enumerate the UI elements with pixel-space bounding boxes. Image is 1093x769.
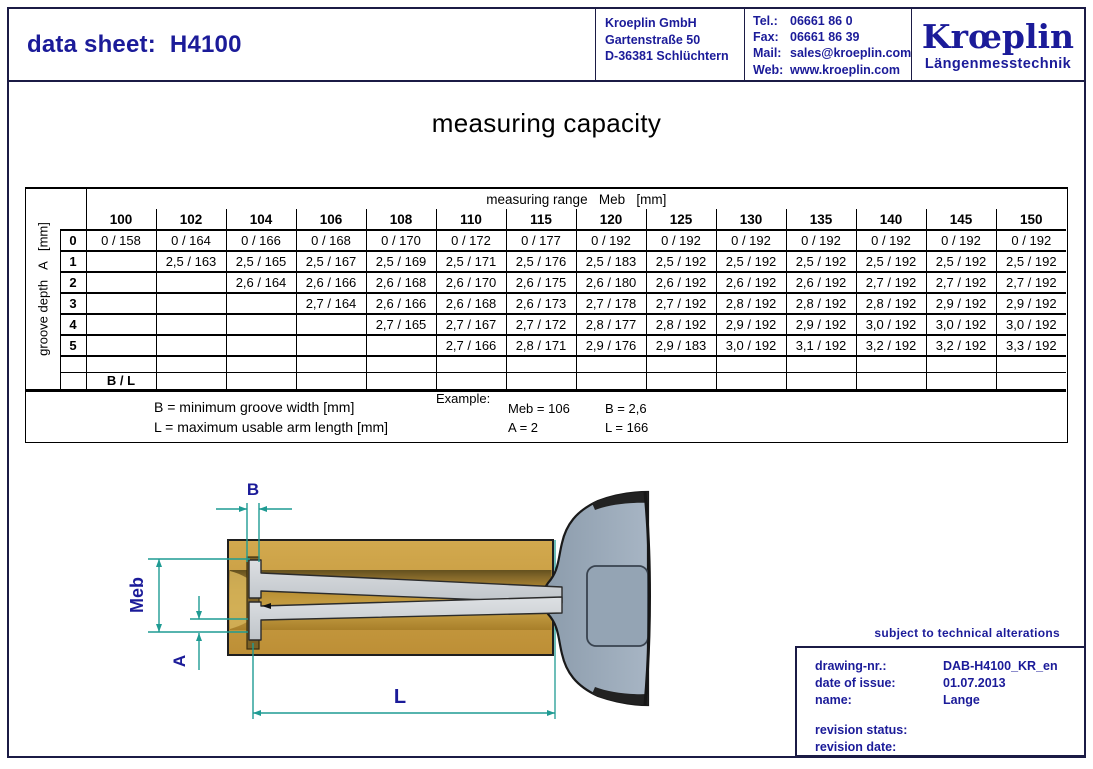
capacity-cell: 3,0 / 192 [716, 335, 786, 356]
capacity-cell: 2,7 / 172 [506, 314, 576, 335]
capacity-cell: 2,9 / 192 [996, 293, 1066, 314]
capacity-cell [366, 335, 436, 356]
row-label: 5 [60, 335, 86, 356]
column-header: 104 [226, 209, 296, 230]
capacity-cell: 0 / 166 [226, 230, 296, 251]
row-label: 2 [60, 272, 86, 293]
capacity-cell [226, 335, 296, 356]
capacity-cell: 2,6 / 168 [436, 293, 506, 314]
row-label: 1 [60, 251, 86, 272]
spacer-cell [156, 356, 226, 372]
info-label: date of issue: [815, 676, 896, 690]
capacity-cell: 2,9 / 192 [926, 293, 996, 314]
column-header: 102 [156, 209, 226, 230]
capacity-cell: 2,5 / 192 [786, 251, 856, 272]
capacity-cell: 2,7 / 192 [646, 293, 716, 314]
dim-label-b: B [246, 480, 260, 499]
capacity-cell [86, 293, 156, 314]
spacer-cell [366, 372, 436, 390]
capacity-cell: 2,5 / 165 [226, 251, 296, 272]
spacer-cell [156, 372, 226, 390]
info-row [815, 722, 1084, 739]
row-axis-label-cell [26, 189, 60, 390]
column-header: 120 [576, 209, 646, 230]
spacer-cell [576, 356, 646, 372]
capacity-cell: 2,6 / 166 [296, 272, 366, 293]
capacity-cell: 2,8 / 192 [856, 293, 926, 314]
column-header: 100 [86, 209, 156, 230]
company-city: D-36381 Schlüchtern [605, 49, 729, 63]
table-row [26, 293, 1066, 314]
table-row [26, 335, 1066, 356]
capacity-cell: 2,5 / 171 [436, 251, 506, 272]
capacity-cell: 2,7 / 192 [996, 272, 1066, 293]
bl-row [26, 372, 1066, 390]
spacer-cell [296, 372, 366, 390]
capacity-cell: 3,2 / 192 [926, 335, 996, 356]
spacer-cell [716, 356, 786, 372]
info-row [815, 739, 1084, 756]
column-header: 135 [786, 209, 856, 230]
range-header: measuring range Meb [mm] [86, 189, 1066, 209]
company-contact [744, 9, 911, 80]
spacer-cell [226, 372, 296, 390]
capacity-cell: 2,6 / 173 [506, 293, 576, 314]
example-l: L = 166 [605, 420, 649, 435]
capacity-cell: 0 / 192 [926, 230, 996, 251]
capacity-cell: 2,7 / 164 [296, 293, 366, 314]
capacity-cell [156, 314, 226, 335]
capacity-cell [226, 293, 296, 314]
capacity-cell [86, 335, 156, 356]
example-a: A = 2 [508, 420, 538, 435]
capacity-cell: 2,5 / 176 [506, 251, 576, 272]
spacer-cell [366, 356, 436, 372]
capacity-cell: 2,6 / 166 [366, 293, 436, 314]
capacity-cell: 2,5 / 167 [296, 251, 366, 272]
spacer-cell [646, 356, 716, 372]
capacity-cell [156, 335, 226, 356]
table-row [26, 314, 1066, 335]
capacity-cell: 0 / 164 [156, 230, 226, 251]
capacity-cell [226, 314, 296, 335]
spacer-cell [996, 372, 1066, 390]
header [7, 7, 1086, 82]
spacer-cell [926, 356, 996, 372]
spacer-cell [296, 356, 366, 372]
company-name: Kroeplin GmbH [605, 16, 697, 30]
capacity-cell: 2,5 / 192 [996, 251, 1066, 272]
capacity-cell [86, 272, 156, 293]
capacity-cell: 2,9 / 176 [576, 335, 646, 356]
capacity-cell: 2,9 / 192 [786, 314, 856, 335]
capacity-cell: 2,5 / 183 [576, 251, 646, 272]
spacer-cell [436, 356, 506, 372]
capacity-cell [296, 314, 366, 335]
capacity-cell: 0 / 172 [436, 230, 506, 251]
capacity-cell: 2,7 / 166 [436, 335, 506, 356]
spacer-cell [506, 372, 576, 390]
spacer-cell [436, 372, 506, 390]
capacity-cell: 0 / 192 [576, 230, 646, 251]
column-header: 140 [856, 209, 926, 230]
company-address [595, 9, 744, 80]
spacer-cell [86, 356, 156, 372]
company-street: Gartenstraße 50 [605, 32, 701, 47]
capacity-cell: 0 / 192 [786, 230, 856, 251]
row-label: 0 [60, 230, 86, 251]
capacity-cell: 2,9 / 192 [716, 314, 786, 335]
capacity-cell: 2,8 / 177 [576, 314, 646, 335]
row-axis-label: groove depth A [mm] [35, 221, 51, 356]
datasheet-label: data sheet: [27, 30, 156, 58]
legend-arm-length: L = maximum usable arm length [mm] [154, 419, 389, 435]
info-value: 01.07.2013 [943, 676, 1006, 690]
alterations-notice: subject to technical alterations [874, 626, 1060, 640]
info-label: revision date: [815, 740, 897, 754]
capacity-cell: 2,6 / 180 [576, 272, 646, 293]
spacer-cell [576, 372, 646, 390]
capacity-cell: 2,6 / 170 [436, 272, 506, 293]
body-panel [587, 566, 648, 646]
cross-section-drawing [100, 465, 680, 765]
table-row [26, 272, 1066, 293]
spacer-cell [996, 356, 1066, 372]
capacity-cell: 2,7 / 167 [436, 314, 506, 335]
capacity-cell [156, 293, 226, 314]
capacity-cell: 3,3 / 192 [996, 335, 1066, 356]
info-value [943, 722, 1084, 739]
capacity-cell: 3,2 / 192 [856, 335, 926, 356]
capacity-cell: 3,0 / 192 [926, 314, 996, 335]
contact-line: Tel.: 06661 86 0 [753, 14, 853, 28]
capacity-cell: 2,6 / 175 [506, 272, 576, 293]
capacity-cell [86, 314, 156, 335]
capacity-cell: 2,5 / 192 [646, 251, 716, 272]
capacity-cell: 3,1 / 192 [786, 335, 856, 356]
spacer-cell [786, 372, 856, 390]
info-row [815, 658, 1084, 675]
row-label [60, 356, 86, 372]
capacity-cell: 2,7 / 192 [856, 272, 926, 293]
capacity-cell [86, 251, 156, 272]
capacity-cell: 0 / 192 [716, 230, 786, 251]
capacity-cell: 2,5 / 192 [716, 251, 786, 272]
logo-subtitle: Längenmesstechnik [924, 55, 1072, 72]
dim-label-a: A [170, 654, 189, 668]
capacity-cell: 2,5 / 192 [926, 251, 996, 272]
spacer-cell [856, 372, 926, 390]
dim-label-meb: Meb [127, 577, 147, 613]
capacity-table [26, 189, 1066, 392]
info-value [943, 739, 1084, 756]
spacer-cell [646, 372, 716, 390]
row-label: 4 [60, 314, 86, 335]
capacity-cell: 2,6 / 192 [716, 272, 786, 293]
info-row [815, 675, 1084, 692]
capacity-section [25, 187, 1068, 443]
column-header: 145 [926, 209, 996, 230]
capacity-cell: 0 / 177 [506, 230, 576, 251]
capacity-cell: 0 / 170 [366, 230, 436, 251]
capacity-cell: 2,6 / 192 [646, 272, 716, 293]
company-logo [911, 9, 1084, 80]
capacity-cell: 2,6 / 168 [366, 272, 436, 293]
spacer-cell [856, 356, 926, 372]
capacity-cell [156, 272, 226, 293]
spacer-cell [926, 372, 996, 390]
capacity-cell: 2,5 / 169 [366, 251, 436, 272]
corner-blank [60, 189, 86, 209]
column-header: 115 [506, 209, 576, 230]
example-meb: Meb = 106 [508, 401, 570, 416]
legend-groove-width: B = minimum groove width [mm] [154, 399, 355, 415]
spacer-row [26, 356, 1066, 372]
capacity-cell: 0 / 168 [296, 230, 366, 251]
capacity-cell: 2,8 / 192 [716, 293, 786, 314]
spacer-cell [786, 356, 856, 372]
capacity-cell: 2,9 / 183 [646, 335, 716, 356]
capacity-cell: 2,6 / 192 [786, 272, 856, 293]
revision-info [815, 722, 1084, 756]
example-values [508, 399, 685, 437]
capacity-cell: 0 / 192 [856, 230, 926, 251]
spacer-cell [716, 372, 786, 390]
capacity-cell: 2,5 / 192 [856, 251, 926, 272]
contact-line: Web: www.kroeplin.com [753, 62, 900, 77]
capacity-cell: 2,7 / 178 [576, 293, 646, 314]
column-header: 150 [996, 209, 1066, 230]
capacity-cell: 2,6 / 164 [226, 272, 296, 293]
contact-line: Fax: 06661 86 39 [753, 30, 860, 45]
info-row [815, 692, 1084, 709]
capacity-cell: 0 / 192 [646, 230, 716, 251]
column-header: 125 [646, 209, 716, 230]
datasheet-model: H4100 [169, 30, 242, 58]
column-header: 130 [716, 209, 786, 230]
column-header: 108 [366, 209, 436, 230]
capacity-cell: 2,7 / 165 [366, 314, 436, 335]
capacity-cell [296, 335, 366, 356]
row-label: 3 [60, 293, 86, 314]
info-label: drawing-nr.: [815, 659, 887, 673]
contact-line: Mail: sales@kroeplin.com [753, 46, 911, 61]
spacer-cell [506, 356, 576, 372]
bl-label: B / L [86, 372, 156, 390]
example-b: B = 2,6 [605, 401, 647, 416]
capacity-cell: 2,8 / 171 [506, 335, 576, 356]
column-header: 110 [436, 209, 506, 230]
capacity-cell: 3,0 / 192 [856, 314, 926, 335]
info-value: Lange [943, 693, 980, 707]
capacity-cell: 0 / 158 [86, 230, 156, 251]
logo-wordmark: Krœplin [921, 16, 1075, 56]
column-header: 106 [296, 209, 366, 230]
drawing-info [815, 658, 1084, 709]
spacer-cell [226, 356, 296, 372]
table-row [26, 251, 1066, 272]
info-value: DAB-H4100_KR_en [943, 659, 1058, 673]
revision-box [795, 646, 1086, 757]
dim-label-l: L [393, 686, 407, 708]
table-row [26, 230, 1066, 251]
capacity-cell: 2,8 / 192 [786, 293, 856, 314]
capacity-cell: 2,7 / 192 [926, 272, 996, 293]
datasheet-title [9, 9, 595, 80]
row-label [60, 372, 86, 390]
page-title: measuring capacity [431, 108, 662, 138]
info-label: name: [815, 693, 852, 707]
capacity-cell: 3,0 / 192 [996, 314, 1066, 335]
example-label: Example: [436, 391, 491, 406]
capacity-cell: 2,5 / 163 [156, 251, 226, 272]
corner-blank [60, 209, 86, 230]
info-label: revision status: [815, 723, 908, 737]
capacity-cell: 2,8 / 192 [646, 314, 716, 335]
capacity-cell: 0 / 192 [996, 230, 1066, 251]
